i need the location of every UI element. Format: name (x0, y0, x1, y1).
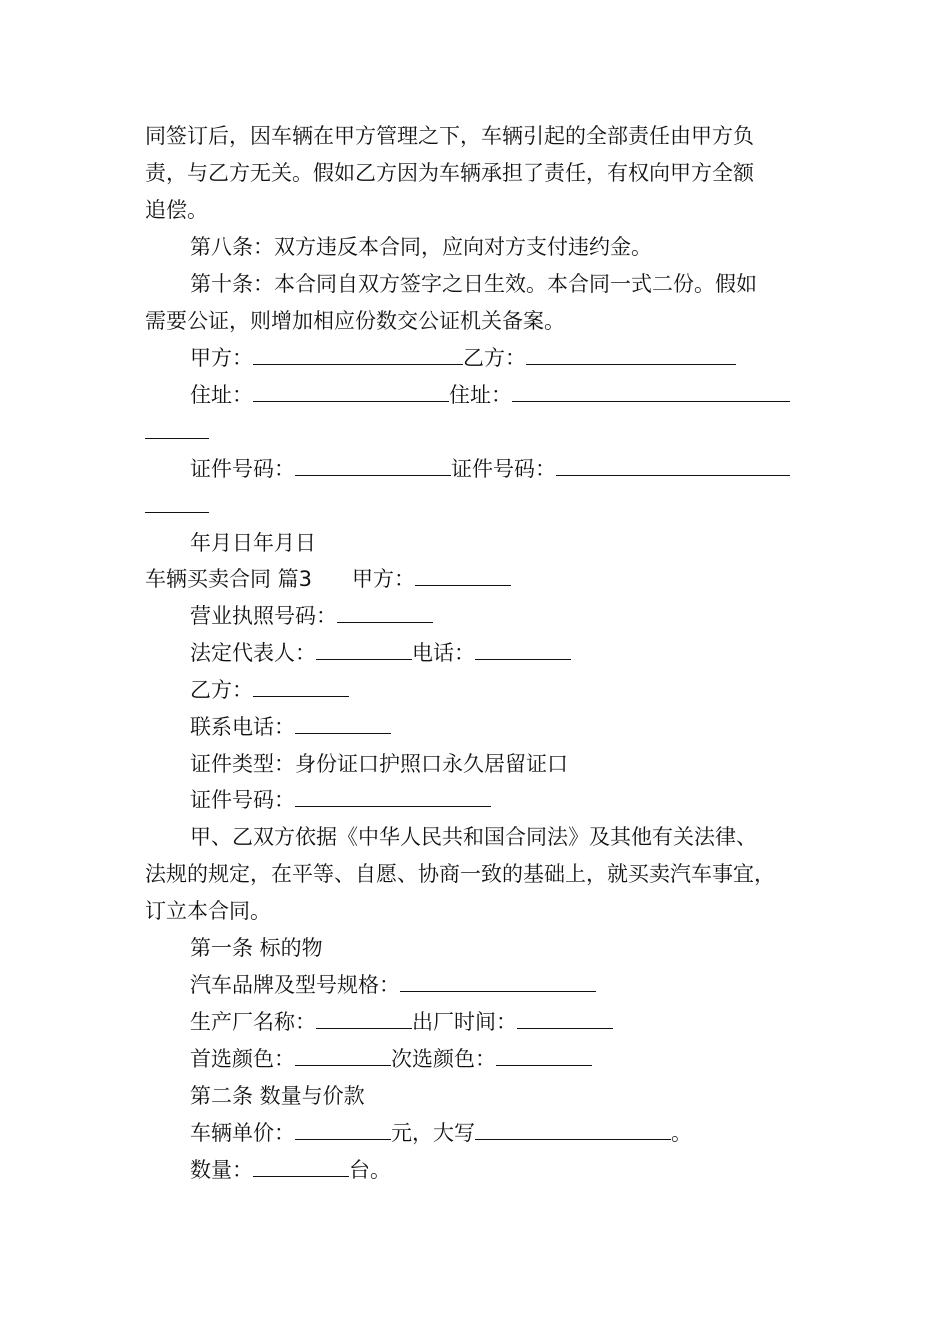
article-8 (190, 233, 815, 261)
s3-party-b-label: 乙方： (190, 678, 253, 702)
text: 甲、乙双方依据《中华人民共和国合同法》及其他有关法律、 (190, 825, 757, 849)
id-no-a-label: 证件号码： (190, 457, 295, 481)
legal-rep-blank[interactable] (316, 640, 412, 660)
daxie-blank[interactable] (475, 1120, 671, 1140)
article-2 (190, 1082, 815, 1110)
license-line (190, 602, 815, 630)
license-label: 营业执照号码： (190, 604, 337, 628)
phone-label: 电话： (412, 641, 475, 665)
s3-party-a-blank[interactable] (415, 566, 511, 586)
id-type-line (190, 750, 815, 778)
contact-phone-line (190, 713, 815, 741)
brand-model-label: 汽车品牌及型号规格： (190, 973, 400, 997)
id-number-line (190, 455, 815, 483)
unit-price-line (190, 1119, 815, 1147)
address-b-label: 住址： (449, 383, 512, 407)
manufacturer-label: 生产厂名称： (190, 1010, 316, 1034)
yuan-daxie-label: 元，大写 (391, 1121, 475, 1145)
factory-time-label: 出厂时间： (412, 1010, 517, 1034)
article-10 (190, 270, 815, 298)
manufacturer-line (190, 1008, 815, 1036)
period: 。 (671, 1121, 692, 1145)
party-b-blank[interactable] (526, 345, 736, 365)
factory-time-blank[interactable] (517, 1009, 613, 1029)
color1-label: 首选颜色： (190, 1047, 295, 1071)
legal-rep-line (190, 639, 815, 667)
text: 责，与乙方无关。假如乙方因为车辆承担了责任，有权向甲方全额 (145, 161, 754, 185)
phone-blank[interactable] (475, 640, 571, 660)
paragraph-line (145, 196, 815, 224)
brand-model-blank[interactable] (400, 972, 596, 992)
text: 需要公证，则增加相应份数交公证机关备案。 (145, 309, 565, 333)
id-no-a-blank[interactable] (295, 456, 451, 476)
intro-line (145, 860, 815, 888)
s3-party-b-line (190, 676, 815, 704)
party-b-label: 乙方： (463, 346, 526, 370)
s3-party-b-blank[interactable] (253, 677, 349, 697)
article-1 (190, 934, 815, 962)
s3-id-no-line (190, 786, 815, 814)
legal-rep-label: 法定代表人： (190, 641, 316, 665)
address-a-label: 住址： (190, 383, 253, 407)
address-b-blank-cont[interactable] (145, 419, 209, 439)
id-number-continuation (145, 492, 815, 520)
text: 法规的规定，在平等、自愿、协商一致的基础上，就买卖汽车事宜， (145, 862, 775, 886)
text: 第二条 数量与价款 (190, 1084, 365, 1108)
quantity-line (190, 1156, 815, 1184)
contact-phone-blank[interactable] (295, 714, 391, 734)
address-line (190, 381, 815, 409)
text: 第十条：本合同自双方签字之日生效。本合同一式二份。假如 (190, 272, 757, 296)
address-continuation (145, 418, 815, 446)
quantity-blank[interactable] (253, 1157, 349, 1177)
id-no-b-blank[interactable] (556, 456, 790, 476)
color1-blank[interactable] (295, 1046, 391, 1066)
party-a-blank[interactable] (253, 345, 463, 365)
text: 第八条：双方违反本合同，应向对方支付违约金。 (190, 235, 652, 259)
date-line (190, 529, 815, 557)
text: 证件类型：身份证口护照口永久居留证口 (190, 752, 568, 776)
party-line (190, 344, 815, 372)
intro-line (145, 897, 815, 925)
intro-line (190, 823, 815, 851)
tai-label: 台。 (349, 1158, 391, 1182)
manufacturer-blank[interactable] (316, 1009, 412, 1029)
address-a-blank[interactable] (253, 382, 449, 402)
license-blank[interactable] (337, 603, 433, 623)
id-no-b-label: 证件号码： (451, 457, 556, 481)
section-title: 车辆买卖合同 篇3 (145, 567, 313, 591)
unit-price-blank[interactable] (295, 1120, 391, 1140)
text: 第一条 标的物 (190, 936, 323, 960)
unit-price-label: 车辆单价： (190, 1121, 295, 1145)
id-no-b-blank-cont[interactable] (145, 493, 209, 513)
paragraph-line (145, 122, 815, 150)
s3-id-no-label: 证件号码： (190, 788, 295, 812)
text: 订立本合同。 (145, 899, 271, 923)
paragraph-line (145, 307, 815, 335)
color2-blank[interactable] (496, 1046, 592, 1066)
section-heading-line (145, 565, 815, 593)
color-line (190, 1045, 815, 1073)
text: 同签订后，因车辆在甲方管理之下，车辆引起的全部责任由甲方负 (145, 124, 754, 148)
paragraph-line (145, 159, 815, 187)
party-a-label: 甲方： (190, 346, 253, 370)
color2-label: 次选颜色： (391, 1047, 496, 1071)
text: 追偿。 (145, 198, 208, 222)
s3-id-no-blank[interactable] (295, 787, 491, 807)
quantity-label: 数量： (190, 1158, 253, 1182)
brand-model-line (190, 971, 815, 999)
contact-phone-label: 联系电话： (190, 715, 295, 739)
address-b-blank[interactable] (512, 382, 790, 402)
text: 年月日年月日 (190, 531, 316, 555)
s3-party-a-label: 甲方： (352, 567, 416, 591)
